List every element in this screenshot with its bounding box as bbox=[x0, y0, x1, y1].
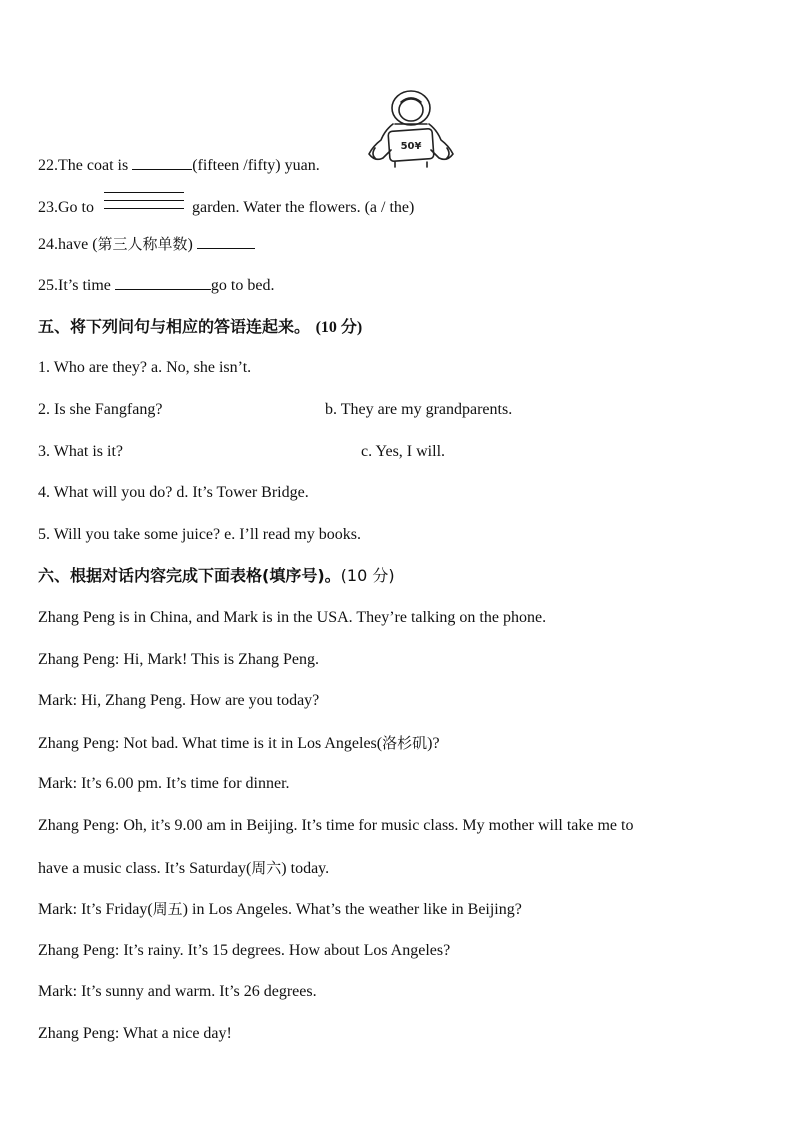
question-number: 23. bbox=[38, 199, 58, 216]
match-item-1: 1. Who are they? a. No, she isn’t. bbox=[38, 359, 252, 376]
answer-blank[interactable] bbox=[197, 234, 255, 249]
dialogue-intro: Zhang Peng is in China, and Mark is in the USA. They’re talking on the phone. bbox=[38, 609, 547, 626]
dialogue-line: Zhang Peng: It’s rainy. It’s 15 degrees. How about Los Angeles? bbox=[38, 942, 451, 959]
question-number: 25. bbox=[38, 277, 58, 294]
dialogue-line: Zhang Peng: Hi, Mark! This is Zhang Peng. bbox=[38, 651, 320, 668]
price-tag-text: 50¥ bbox=[400, 141, 422, 152]
dialogue-line: Mark: It’s sunny and warm. It’s 26 degrees. bbox=[38, 983, 317, 1000]
match-answer-b: b. They are my grandparents. bbox=[325, 401, 513, 418]
question-25: 25.It’s time go to bed. bbox=[38, 277, 275, 294]
question-24: 24.have (第三人称单数) bbox=[38, 234, 255, 255]
question-number: 24. bbox=[38, 236, 58, 253]
writing-lines[interactable] bbox=[104, 196, 184, 218]
dialogue-line: Zhang Peng: Oh, it’s 9.00 am in Beijing. It’s time for music class. My mother will take me to bbox=[38, 817, 634, 834]
question-22: 22.The coat is (fifteen /fifty) yuan. bbox=[38, 157, 320, 174]
match-item-5: 5. Will you take some juice? e. I’ll read my books. bbox=[38, 526, 361, 543]
dialogue-line: have a music class. It’s Saturday(周六) today. bbox=[38, 859, 330, 877]
answer-blank[interactable] bbox=[132, 155, 192, 170]
match-item-4: 4. What will you do? d. It’s Tower Bridge. bbox=[38, 484, 309, 501]
coat-price-illustration bbox=[365, 88, 457, 168]
dialogue-line: Zhang Peng: Not bad. What time is it in Los Angeles(洛杉矶)? bbox=[38, 734, 440, 752]
dialogue-line: Zhang Peng: What a nice day! bbox=[38, 1025, 232, 1042]
question-number: 22. bbox=[38, 157, 58, 174]
answer-blank[interactable] bbox=[115, 275, 211, 290]
section-6-heading: 六、根据对话内容完成下面表格(填序号)。(10 分) bbox=[38, 566, 395, 585]
match-item-2: 2. Is she Fangfang? bbox=[38, 401, 163, 418]
dialogue-line: Mark: It’s Friday(周五) in Los Angeles. What’s the weather like in Beijing? bbox=[38, 900, 522, 918]
match-answer-c: c. Yes, I will. bbox=[361, 443, 446, 460]
match-item-3: 3. What is it? bbox=[38, 443, 124, 460]
dialogue-line: Mark: Hi, Zhang Peng. How are you today? bbox=[38, 692, 320, 709]
dialogue-line: Mark: It’s 6.00 pm. It’s time for dinner. bbox=[38, 775, 290, 792]
section-5-heading: 五、将下列问句与相应的答语连起来。 (10 分) bbox=[38, 317, 363, 336]
question-23: 23.Go to garden. Water the flowers. (a / the) bbox=[38, 196, 414, 218]
